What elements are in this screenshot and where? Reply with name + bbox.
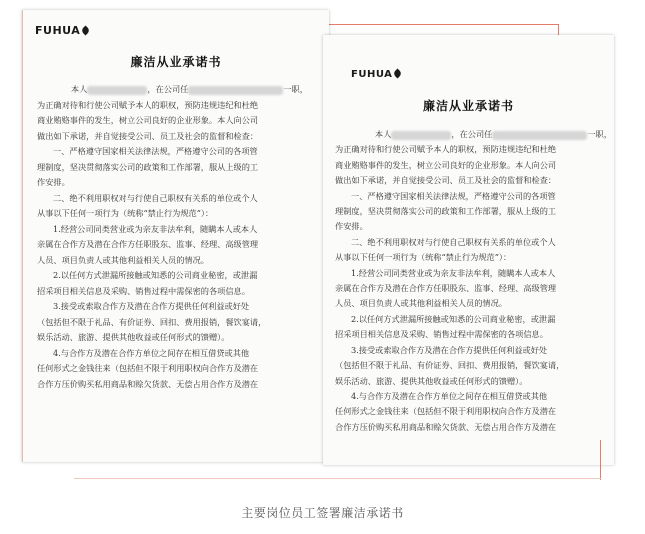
- text-line: 人员、项目负责人或其他利益相关人员的情况。: [37, 254, 209, 265]
- text-line: 从事以下任何一项行为（统称“禁止行为规范”）：: [37, 208, 214, 218]
- text-line: 娱乐活动、旅游、提供其他收益或任何形式的馈赠）。: [37, 332, 230, 342]
- text-line: 亲属在合作方及潜在合作方任职股东、监事、经理、高级管理: [37, 239, 259, 249]
- leaf-logo-icon: [81, 26, 91, 36]
- text-line: 4.与合作方及潜在合作方单位之间存在相互借贷或其他: [53, 347, 250, 358]
- redacted-name: [87, 86, 147, 95]
- commitment-document-1: [22, 10, 329, 462]
- decorative-frame-bottom: [74, 478, 601, 479]
- text-line: 做出如下承诺，并自觉接受公司、员工及社会的监督和检查：: [37, 130, 259, 141]
- text-line: 二、绝不利用职权对与行使自己职权有关系的单位或个人: [351, 236, 556, 247]
- text-line: 招采项目相关信息及采购、销售过程中需保密的各项信息。: [37, 285, 250, 296]
- document-body: [335, 127, 612, 435]
- text-line: 4.与合作方及潜在合作方单位之间存在相互借贷或其他: [351, 390, 548, 401]
- text-line: 1.经营公司同类营业或为亲友非法牟利，随瞒本人或本人: [351, 267, 556, 278]
- text-line: 合作方压价购买私用商品和赊欠货款、无偿占用合作方及潜在: [335, 421, 557, 432]
- text-line: 招采项目相关信息及采购、销售过程中需保密的各项信息。: [335, 329, 548, 340]
- text-line: 一、严格遵守国家相关法律法规，严格遵守公司的各项管: [53, 146, 258, 156]
- text-line: 娱乐活动、旅游、提供其他收益或任何形式的馈赠）。: [335, 375, 528, 386]
- decorative-frame-right: [600, 440, 601, 480]
- text-line: （包括但不限于礼品、有价证券、回扣、费用报销，餐饮宴请，: [37, 316, 267, 327]
- text-line: 商业贿赂事件的发生，树立公司良好的企业形象。本人向公司: [335, 159, 557, 170]
- redacted-position: [492, 131, 587, 140]
- company-logo: FUHUA: [35, 24, 89, 37]
- text-line: 作安排。: [37, 177, 70, 187]
- text-line: 作安排。: [335, 221, 368, 232]
- leaf-logo-icon: [393, 69, 403, 79]
- text-line: 商业贿赂事件的发生，树立公司良好的企业形象。本人向公司: [37, 115, 259, 125]
- text-line: 二、绝不利用职权对与行使自己职权有关系的单位或个人: [53, 192, 258, 203]
- text-line: 理制度，坚决贯彻落实公司的政策和工作部署，服从上级的工: [335, 206, 557, 217]
- document-body: [37, 82, 317, 392]
- text-line: 本人 ，在公司任 一职，: [71, 84, 308, 94]
- text-line: 从事以下任何一项行为（统称“禁止行为规范”）：: [335, 252, 512, 263]
- redacted-position: [188, 86, 283, 95]
- text-line: 任何形式之金钱往来（包括但不限于利用职权向合作方及潜在: [37, 363, 259, 373]
- text-line: 1.经营公司同类营业或为亲友非法牟利，随瞒本人或本人: [53, 223, 258, 234]
- document-title: 廉洁从业承诺书: [422, 99, 514, 113]
- redacted-name: [391, 131, 451, 140]
- text-line: 一、严格遵守国家相关法律法规，严格遵守公司的各项管: [351, 190, 556, 201]
- text-line: 做出如下承诺，并自觉接受公司、员工及社会的监督和检查：: [335, 175, 557, 186]
- text-line: 合作方压价购买私用商品和赊欠货款、无偿占用合作方及潜在: [37, 378, 259, 389]
- text-line: 本人 ，在公司任 一职，: [375, 129, 612, 139]
- text-line: 3.接受或索取合作方及潜在合作方提供任何利益或好处: [53, 301, 250, 311]
- image-caption: 主要岗位员工签署廉洁承诺书: [241, 506, 404, 520]
- company-logo: FUHUA: [351, 69, 401, 80]
- text-line: （包括但不限于礼品、有价证券、回扣、费用报销，餐饮宴请，: [335, 360, 565, 371]
- text-line: 任何形式之金钱往来（包括但不限于利用职权向合作方及潜在: [335, 406, 557, 417]
- text-line: 为正确对待和行使公司赋予本人的职权，预防违规违纪和杜绝: [335, 144, 557, 155]
- commitment-document-2: [323, 35, 614, 465]
- text-line: 3.接受或索取合作方及潜在合作方提供任何利益或好处: [351, 344, 548, 355]
- text-line: 2.以任何方式泄漏所接触或知悉的公司商业秘密，或泄漏: [351, 313, 556, 324]
- text-line: 理制度，坚决贯彻落实公司的政策和工作部署，服从上级的工: [37, 161, 259, 172]
- text-line: 2.以任何方式泄漏所接触或知悉的公司商业秘密，或泄漏: [53, 270, 258, 280]
- text-line: 为正确对待和行使公司赋予本人的职权，预防违规违纪和杜绝: [37, 99, 259, 110]
- text-line: 人员、项目负责人或其他利益相关人员的情况。: [335, 298, 507, 309]
- document-title: 廉洁从业承诺书: [130, 55, 222, 69]
- text-line: 亲属在合作方及潜在合作方任职股东、监事、经理、高级管理: [335, 283, 557, 294]
